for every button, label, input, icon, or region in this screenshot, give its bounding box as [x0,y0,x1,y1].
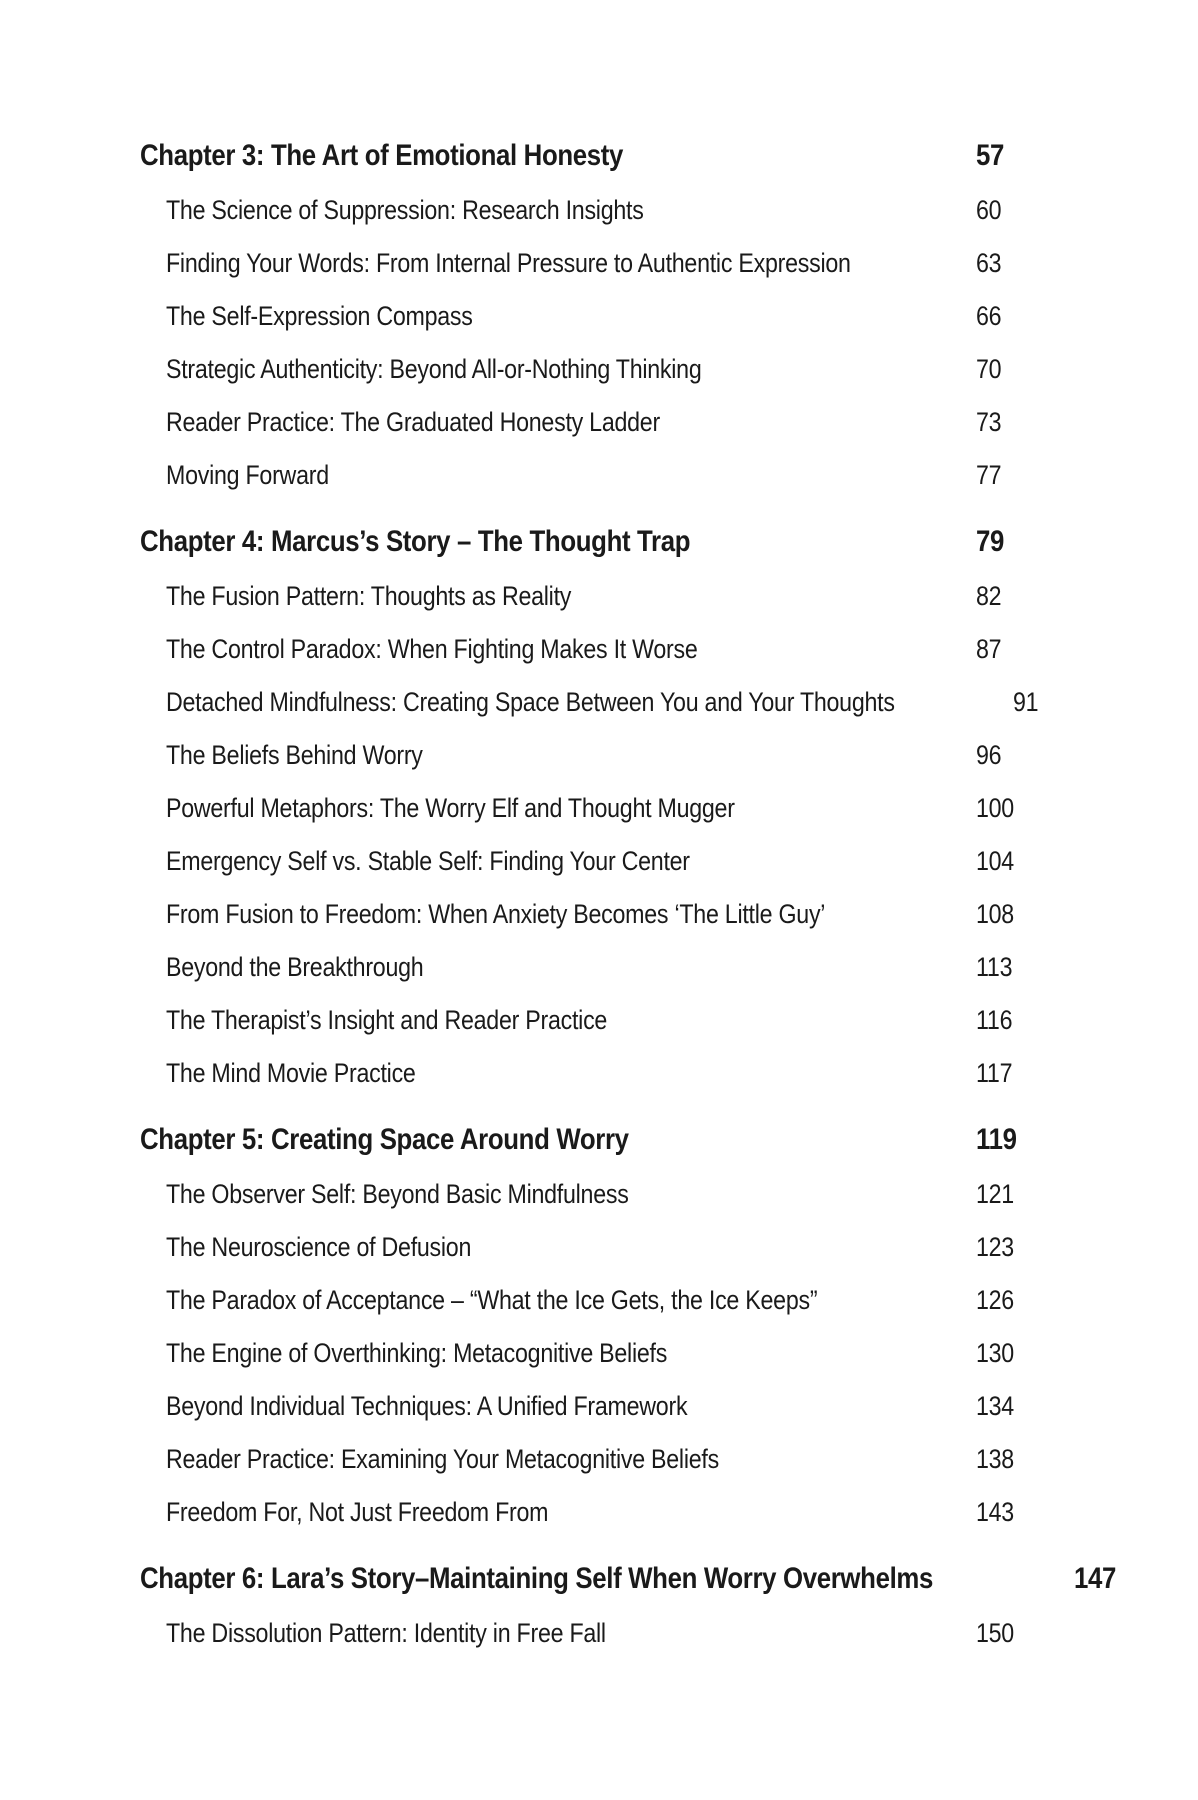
toc-page-number: 138 [976,1444,1014,1474]
toc-section[interactable] [140,782,1020,835]
toc-entry-title: Emergency Self vs. Stable Self: Finding Your Center [166,846,690,876]
toc-page-number: 121 [976,1179,1014,1209]
toc-page-number: 63 [976,248,1002,278]
toc-page-number: 60 [976,195,1002,225]
table-of-contents [140,128,1117,1660]
toc-entry-title: Moving Forward [166,460,329,490]
toc-page-number: 91 [1013,687,1039,717]
toc-page-number: 66 [976,301,1002,331]
toc-entry-title: Beyond the Breakthrough [166,952,424,982]
toc-entry-title: Freedom For, Not Just Freedom From [166,1497,549,1527]
toc-page-number: 134 [976,1391,1014,1421]
toc-page-number: 79 [976,525,1005,558]
toc-section[interactable] [140,729,1020,782]
toc-entry-title: The Mind Movie Practice [166,1058,416,1088]
toc-entry-title: The Beliefs Behind Worry [166,740,423,770]
toc-section[interactable] [140,449,1020,502]
toc-entry-title: The Control Paradox: When Fighting Makes It Worse [166,634,698,664]
toc-section[interactable] [140,835,1020,888]
toc-section[interactable] [140,184,1020,237]
toc-entry-title: Strategic Authenticity: Beyond All-or-Nothing Thinking [166,354,702,384]
toc-section[interactable] [140,1168,1020,1221]
toc-chapter-4[interactable] [140,514,1020,570]
toc-entry-title: Reader Practice: Examining Your Metacognitive Beliefs [166,1444,719,1474]
toc-page-number: 117 [976,1058,1013,1088]
toc-entry-title: Chapter 5: Creating Space Around Worry [140,1123,629,1156]
toc-entry-title: Beyond Individual Techniques: A Unified Framework [166,1391,688,1421]
toc-page-number: 82 [976,581,1002,611]
toc-section[interactable] [140,343,1020,396]
toc-chapter-6[interactable] [140,1551,1117,1607]
toc-entry-title: The Therapist’s Insight and Reader Practice [166,1005,608,1035]
toc-page-number: 116 [976,1005,1013,1035]
toc-section[interactable] [140,1274,1020,1327]
toc-page-number: 126 [976,1285,1014,1315]
toc-section[interactable] [140,1486,1020,1539]
toc-section[interactable] [140,676,1039,729]
toc-entry-title: From Fusion to Freedom: When Anxiety Becomes ‘The Little Guy’ [166,899,826,929]
toc-section[interactable] [140,1047,1020,1100]
toc-section[interactable] [140,237,1020,290]
toc-entry-title: The Engine of Overthinking: Metacognitive Beliefs [166,1338,668,1368]
toc-entry-title: Reader Practice: The Graduated Honesty Ladder [166,407,660,437]
toc-entry-title: Finding Your Words: From Internal Pressure to Authentic Expression [166,248,851,278]
toc-section[interactable] [140,396,1020,449]
toc-page-number: 100 [976,793,1014,823]
toc-entry-title: The Science of Suppression: Research Insights [166,195,644,225]
toc-page-number: 87 [976,634,1002,664]
toc-entry-title: The Observer Self: Beyond Basic Mindfulness [166,1179,629,1209]
toc-entry-title: The Dissolution Pattern: Identity in Free Fall [166,1618,606,1648]
toc-page-number: 123 [976,1232,1014,1262]
toc-entry-title: Chapter 3: The Art of Emotional Honesty [140,139,624,172]
toc-section[interactable] [140,994,1020,1047]
toc-entry-title: The Fusion Pattern: Thoughts as Reality [166,581,572,611]
toc-section[interactable] [140,1380,1020,1433]
toc-entry-title: Powerful Metaphors: The Worry Elf and Thought Mugger [166,793,735,823]
toc-page-number: 147 [1074,1562,1117,1595]
toc-section[interactable] [140,1433,1020,1486]
toc-page-number: 108 [976,899,1014,929]
toc-page-number: 104 [976,846,1014,876]
toc-page-number: 113 [976,952,1013,982]
toc-section[interactable] [140,888,1020,941]
toc-page-number: 119 [976,1123,1017,1156]
toc-page-number: 73 [976,407,1002,437]
toc-entry-title: The Self-Expression Compass [166,301,473,331]
toc-entry-title: Chapter 6: Lara’s Story–Maintaining Self When Worry Overwhelms [140,1562,934,1595]
toc-entry-title: Chapter 4: Marcus’s Story – The Thought Trap [140,525,691,558]
toc-page-number: 77 [976,460,1002,490]
toc-page-number: 143 [976,1497,1014,1527]
toc-page-number: 150 [976,1618,1014,1648]
toc-section[interactable] [140,941,1020,994]
toc-entry-title: The Neuroscience of Defusion [166,1232,472,1262]
toc-section[interactable] [140,1221,1020,1274]
toc-section[interactable] [140,290,1020,343]
toc-page-number: 96 [976,740,1002,770]
toc-page-number: 130 [976,1338,1014,1368]
toc-section[interactable] [140,1607,1020,1660]
toc-section[interactable] [140,570,1020,623]
toc-entry-title: Detached Mindfulness: Creating Space Between You and Your Thoughts [166,687,895,717]
toc-section[interactable] [140,623,1020,676]
toc-entry-title: The Paradox of Acceptance – “What the Ice Gets, the Ice Keeps” [166,1285,818,1315]
toc-page-number: 57 [976,139,1005,172]
toc-section[interactable] [140,1327,1020,1380]
toc-chapter-5[interactable] [140,1112,1020,1168]
toc-page-number: 70 [976,354,1002,384]
toc-chapter-3[interactable] [140,128,1020,184]
